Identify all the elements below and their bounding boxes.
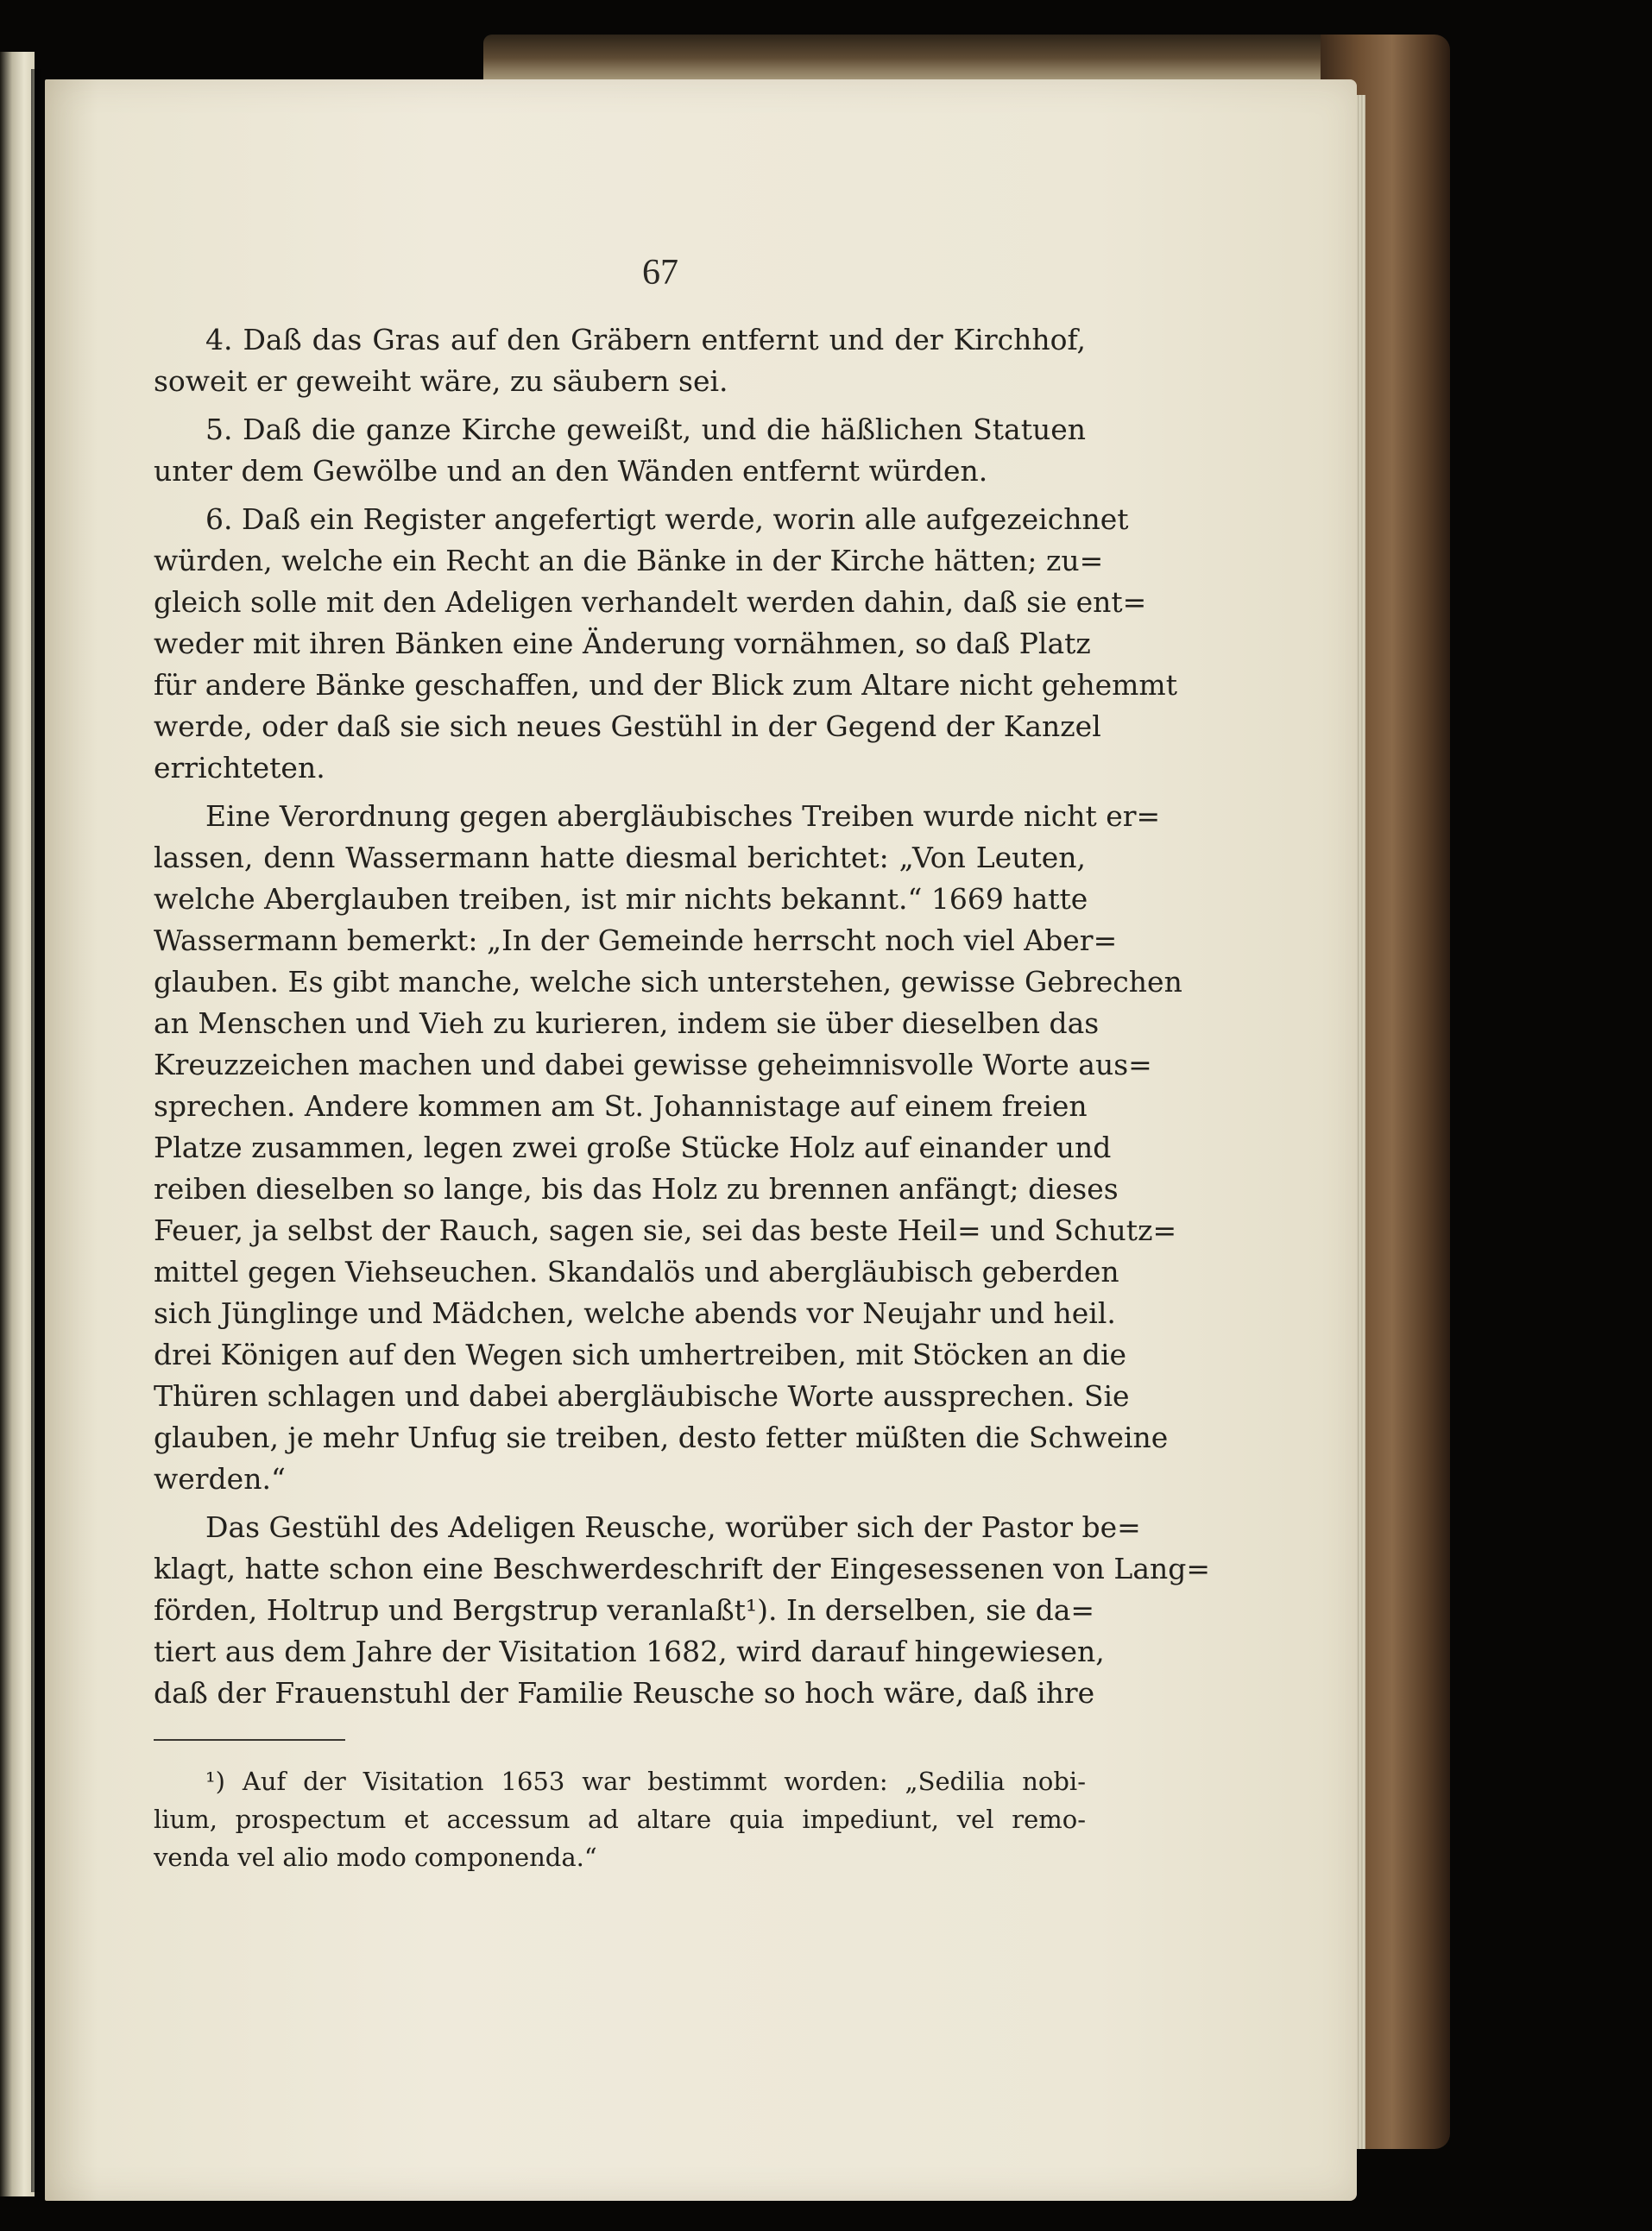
- text-line: soweit er geweiht wäre, zu säubern sei.: [154, 364, 728, 398]
- text-line: drei Königen auf den Wegen sich umhertreiben, mit Stöcken an die: [154, 1338, 1127, 1371]
- footnote-line: venda vel alio modo componenda.“: [154, 1843, 597, 1872]
- facing-page-edge: [0, 52, 35, 2196]
- text-line: glauben. Es gibt manche, welche sich unterstehen, gewisse Gebrechen: [154, 965, 1182, 999]
- book-cover-top-edge: [483, 35, 1424, 86]
- footnote: [154, 1762, 1086, 1876]
- text-line: Das Gestühl des Adeligen Reusche, worüber sich der Pastor be=: [205, 1510, 1141, 1544]
- text-line: Feuer, ja selbst der Rauch, sagen sie, sei das beste Heil= und Schutz=: [154, 1213, 1177, 1247]
- paragraph: [154, 409, 1086, 492]
- text-line: 6. Daß ein Register angefertigt werde, worin alle aufgezeichnet: [205, 502, 1129, 536]
- text-line: reiben dieselben so lange, bis das Holz zu brennen anfängt; dieses: [154, 1172, 1119, 1206]
- text-line: lassen, denn Wassermann hatte diesmal berichtet: „Von Leuten,: [154, 841, 1086, 874]
- paragraph: [154, 796, 1182, 1500]
- text-line: sich Jünglinge und Mädchen, welche abends vor Neujahr und heil.: [154, 1296, 1116, 1330]
- text-line: daß der Frauenstuhl der Familie Reusche so hoch wäre, daß ihre: [154, 1676, 1095, 1710]
- text-line: förden, Holtrup und Bergstrup veranlaßt¹). In derselben, sie da=: [154, 1593, 1095, 1627]
- text-line: weder mit ihren Bänken eine Änderung vornähmen, so daß Platz: [154, 627, 1091, 660]
- text-line: Kreuzzeichen machen und dabei gewisse geheimnisvolle Worte aus=: [154, 1048, 1152, 1081]
- text-line: gleich solle mit den Adeligen verhandelt werden dahin, daß sie ent=: [154, 585, 1147, 619]
- text-line: unter dem Gewölbe und an den Wänden entfernt würden.: [154, 454, 988, 488]
- paragraph: [154, 1507, 1211, 1714]
- footnote-line: lium, prospectum et accessum ad altare quia impediunt, vel remo-: [154, 1805, 1086, 1834]
- text-line: Thüren schlagen und dabei abergläubische Worte aussprechen. Sie: [154, 1379, 1130, 1413]
- paragraph: [154, 499, 1177, 789]
- text-line: 5. Daß die ganze Kirche geweißt, und die häßlichen Statuen: [205, 413, 1086, 446]
- text-line: 4. Daß das Gras auf den Gräbern entfernt und der Kirchhof,: [205, 323, 1086, 356]
- text-line: klagt, hatte schon eine Beschwerdeschrift der Eingesessenen von Lang=: [154, 1552, 1211, 1585]
- text-line: mittel gegen Viehseuchen. Skandalös und abergläubisch geberden: [154, 1255, 1119, 1289]
- text-line: für andere Bänke geschaffen, und der Blick zum Altare nicht gehemmt: [154, 668, 1177, 702]
- text-line: errichteten.: [154, 751, 325, 785]
- text-line: Platze zusammen, legen zwei große Stücke Holz auf einander und: [154, 1131, 1112, 1164]
- text-line: Wassermann bemerkt: „In der Gemeinde herrscht noch viel Aber=: [154, 923, 1118, 957]
- text-line: an Menschen und Vieh zu kurieren, indem sie über dieselben das: [154, 1006, 1100, 1040]
- footnote-divider: [154, 1739, 345, 1741]
- text-line: welche Aberglauben treiben, ist mir nichts bekannt.“ 1669 hatte: [154, 882, 1088, 916]
- text-line: Eine Verordnung gegen abergläubisches Treiben wurde nicht er=: [205, 799, 1161, 833]
- text-line: werde, oder daß sie sich neues Gestühl in der Gegend der Kanzel: [154, 709, 1101, 743]
- body-text: [154, 319, 1211, 1721]
- text-line: sprechen. Andere kommen am St. Johannistage auf einem freien: [154, 1089, 1088, 1123]
- text-line: tiert aus dem Jahre der Visitation 1682, wird darauf hingewiesen,: [154, 1635, 1105, 1668]
- text-line: werden.“: [154, 1462, 286, 1496]
- spine-shadow: [31, 69, 43, 2192]
- text-line: glauben, je mehr Unfug sie treiben, desto fetter müßten die Schweine: [154, 1421, 1169, 1454]
- text-line: würden, welche ein Recht an die Bänke in der Kirche hätten; zu=: [154, 544, 1104, 577]
- page-number: 67: [642, 253, 678, 293]
- footnote-line: ¹) Auf der Visitation 1653 war bestimmt worden: „Sedilia nobi-: [205, 1767, 1086, 1796]
- paragraph: [154, 319, 1086, 402]
